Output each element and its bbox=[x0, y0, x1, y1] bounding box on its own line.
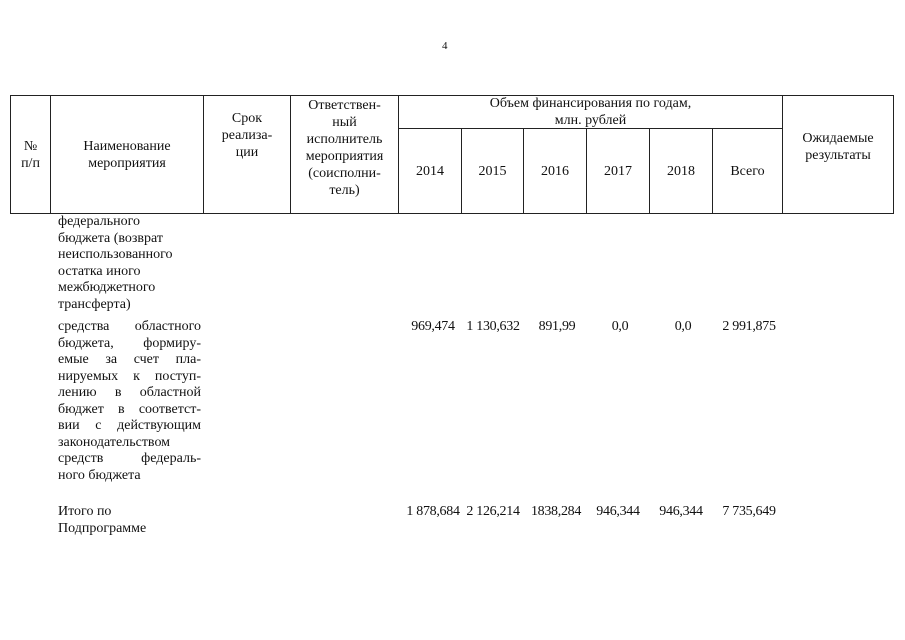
header-responsible-line: мероприятия bbox=[305, 149, 384, 164]
header-term bbox=[204, 96, 290, 214]
header-term-line: реализа- bbox=[221, 128, 273, 143]
value-2017: 0,0 bbox=[611, 319, 629, 334]
header-funding-line: Объем финансирования по годам, bbox=[489, 96, 692, 111]
total-2015: 2 126,214 bbox=[466, 504, 520, 519]
row-description-line: лению в областной bbox=[58, 385, 201, 400]
header-term-line: ции bbox=[235, 145, 259, 160]
header-year-2017: 2017 bbox=[604, 164, 632, 179]
header-responsible bbox=[291, 96, 398, 214]
value-2014: 969,474 bbox=[411, 319, 455, 334]
total-2014: 1 878,684 bbox=[406, 504, 460, 519]
header-year-2015: 2015 bbox=[478, 164, 507, 179]
row-description-line: вии с действующим bbox=[58, 418, 201, 433]
row-description-line: емые за счет пла- bbox=[58, 352, 201, 367]
header-name-line: мероприятия bbox=[88, 156, 166, 171]
header-responsible-line: ный bbox=[332, 115, 357, 130]
total-2018: 946,344 bbox=[659, 504, 703, 519]
total-2016: 1838,284 bbox=[530, 504, 582, 519]
header-total: Всего bbox=[730, 164, 765, 179]
header-responsible-line: исполнитель bbox=[306, 132, 383, 147]
total-2017: 946,344 bbox=[596, 504, 640, 519]
header-results bbox=[783, 96, 893, 214]
row-description-line: бюджет в соответст- bbox=[58, 401, 201, 417]
row-description-line: бюджета (возврат bbox=[58, 230, 163, 246]
header-number bbox=[11, 96, 50, 214]
row-description bbox=[58, 319, 201, 484]
row-description-line: законодательством bbox=[58, 434, 171, 450]
row-description-line: ного бюджета bbox=[58, 467, 141, 483]
header-responsible-line: тель) bbox=[329, 183, 360, 198]
page-number: 4 bbox=[442, 40, 448, 52]
row-description-line: бюджета, формиру- bbox=[58, 335, 201, 351]
value-2016: 891,99 bbox=[538, 319, 576, 334]
row-description-line: средств федераль- bbox=[58, 451, 201, 466]
header-responsible-line: Ответствен- bbox=[308, 98, 381, 113]
row-description-line: трансферта) bbox=[58, 296, 131, 312]
header-number-line: № bbox=[23, 139, 38, 154]
header-results-line: результаты bbox=[805, 148, 871, 163]
header-year-2016: 2016 bbox=[541, 164, 569, 179]
header-responsible-line: (соисполни- bbox=[308, 166, 381, 181]
row-description-line: нируемых к поступ- bbox=[58, 368, 201, 384]
value-total: 2 991,875 bbox=[722, 319, 776, 334]
header-year-2018: 2018 bbox=[667, 164, 695, 179]
row-description-line: средства областного bbox=[58, 319, 201, 334]
header-funding bbox=[399, 96, 782, 128]
header-name bbox=[51, 96, 203, 214]
header-term-line: Срок bbox=[231, 111, 263, 126]
row-description-line: Подпрограмме bbox=[58, 520, 147, 536]
row-description bbox=[58, 214, 203, 313]
total-sum: 7 735,649 bbox=[722, 504, 776, 519]
header-year-2014: 2014 bbox=[416, 164, 444, 179]
row-description bbox=[58, 504, 203, 537]
row-description-line: неиспользованного bbox=[58, 247, 173, 262]
value-2018: 0,0 bbox=[674, 319, 692, 334]
header-funding-line: млн. рублей bbox=[554, 113, 627, 128]
value-2015: 1 130,632 bbox=[466, 319, 520, 334]
row-description-line: федерального bbox=[58, 214, 141, 229]
row-description-line: Итого по bbox=[58, 504, 112, 519]
row-description-line: остатка иного bbox=[58, 263, 141, 279]
header-name-line: Наименование bbox=[83, 139, 171, 154]
header-number-line: п/п bbox=[21, 156, 40, 171]
row-description-line: межбюджетного bbox=[58, 280, 156, 295]
header-results-line: Ожидаемые bbox=[802, 131, 874, 146]
